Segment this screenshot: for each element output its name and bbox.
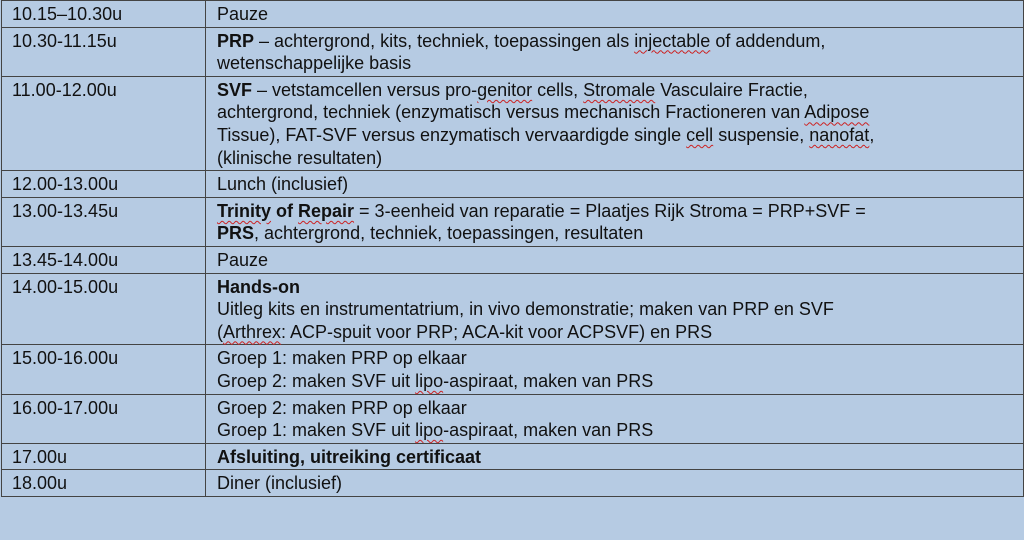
spellcheck-word: Adipose	[804, 102, 870, 123]
activity-cell: PRP – achtergrond, kits, techniek, toepassingen als injectable of addendum, wetenschappelijke basis	[206, 27, 1024, 76]
activity-cell: Pauze	[206, 246, 1024, 273]
table-row	[2, 197, 1024, 246]
time-cell: 10.30-11.15u	[2, 27, 206, 76]
activity-cell: Afsluiting, uitreiking certificaat	[206, 443, 1024, 470]
time-cell: 15.00-16.00u	[2, 345, 206, 394]
time-cell: 13.45-14.00u	[2, 246, 206, 273]
table-row	[2, 443, 1024, 470]
table-row	[2, 171, 1024, 198]
spellcheck-word: injectable	[634, 30, 711, 51]
time-cell: 14.00-15.00u	[2, 273, 206, 345]
topic-title: SVF	[217, 79, 253, 100]
table-row	[2, 470, 1024, 497]
topic-title: PRP	[217, 30, 255, 51]
activity-cell: Groep 2: maken PRP op elkaar Groep 1: maken SVF uit lipo-aspiraat, maken van PRS	[206, 394, 1024, 443]
table-row	[2, 1, 1024, 28]
table-row	[2, 273, 1024, 345]
spellcheck-word: genitor	[477, 79, 533, 100]
time-cell: 17.00u	[2, 443, 206, 470]
table-row	[2, 394, 1024, 443]
spellcheck-word: nanofat	[809, 124, 870, 145]
time-cell: 13.00-13.45u	[2, 197, 206, 246]
spellcheck-word: Trinity	[217, 200, 272, 221]
table-row	[2, 76, 1024, 170]
table-row	[2, 27, 1024, 76]
schedule-table	[1, 0, 1024, 497]
activity-cell: Diner (inclusief)	[206, 470, 1024, 497]
spellcheck-word: Arthrex	[223, 321, 282, 342]
table-row	[2, 246, 1024, 273]
activity-cell: Lunch (inclusief)	[206, 171, 1024, 198]
spellcheck-word: lipo	[415, 420, 444, 441]
spellcheck-word: Repair	[298, 200, 355, 221]
time-cell: 18.00u	[2, 470, 206, 497]
time-cell: 11.00-12.00u	[2, 76, 206, 170]
time-cell: 12.00-13.00u	[2, 171, 206, 198]
table-row	[2, 345, 1024, 394]
activity-cell: Trinity of Repair = 3-eenheid van reparatie = Plaatjes Rijk Stroma = PRP+SVF = PRS, achtergrond, techniek, toepassingen, resultaten	[206, 197, 1024, 246]
time-cell: 10.15–10.30u	[2, 1, 206, 28]
topic-title: PRS	[217, 223, 255, 244]
spellcheck-word: lipo	[415, 370, 444, 391]
activity-cell: Hands-on Uitleg kits en instrumentatrium, in vivo demonstratie; maken van PRP en SVF (Arthrex: ACP-spuit voor PRP; ACA-kit voor ACPSVF) en PRS	[206, 273, 1024, 345]
time-cell: 16.00-17.00u	[2, 394, 206, 443]
topic-title: Hands-on	[217, 276, 300, 297]
spellcheck-word: Stromale	[583, 79, 656, 100]
activity-cell: SVF – vetstamcellen versus pro-genitor cells, Stromale Vasculaire Fractie, achtergrond, techniek (enzymatisch versus mechanisch Fractioneren van Adipose Tissue), FAT-SVF versus enzymatisch vervaardigde single cell suspensie, nanofat, (klinische resultaten)	[206, 76, 1024, 170]
activity-cell: Pauze	[206, 1, 1024, 28]
spellcheck-word: cell	[686, 124, 714, 145]
activity-cell: Groep 1: maken PRP op elkaar Groep 2: maken SVF uit lipo-aspiraat, maken van PRS	[206, 345, 1024, 394]
